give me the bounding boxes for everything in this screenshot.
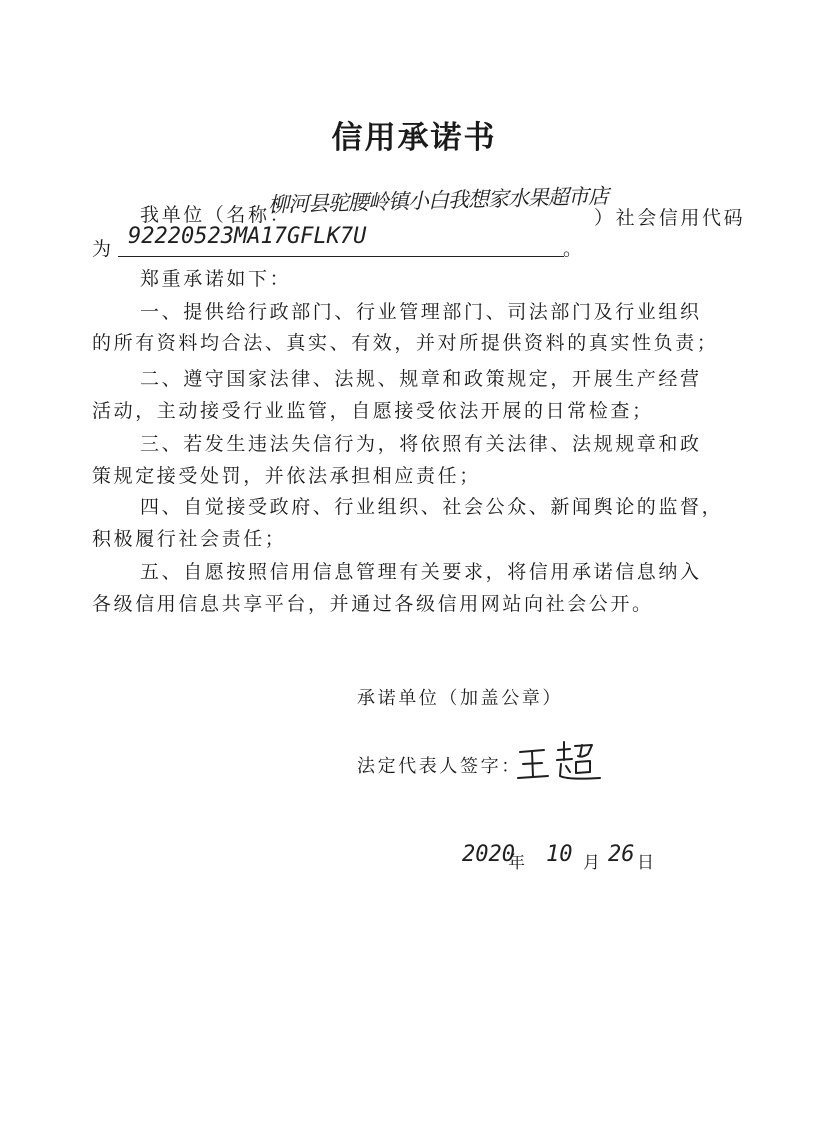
item-2-line-2: 活动，主动接受行业监管，自愿接受依法开展的日常检查； [92, 400, 654, 422]
intro-suffix: ）社会信用代码 [594, 207, 746, 229]
item-3-line-2: 策规定接受处罚，并依法承担相应责任； [92, 465, 481, 487]
item-1-line-1: 一、提供给行政部门、行业管理部门、司法部门及行业组织 [140, 301, 702, 323]
date-year-unit: 年 [508, 853, 528, 873]
code-suffix: 。 [563, 238, 585, 260]
seal-label: 承诺单位（加盖公章） [357, 688, 563, 709]
document-title: 信用承诺书 [331, 120, 497, 156]
date-month-unit: 月 [583, 853, 603, 873]
item-5-line-2: 各级信用信息共享平台，并通过各级信用网站向社会公开。 [92, 593, 654, 615]
company-name-handwritten: 柳河县驼腰岭镇小白我想家水果超市店 [267, 184, 609, 217]
signature-handwritten [508, 736, 608, 786]
item-5-line-1: 五、自愿按照信用信息管理有关要求，将信用承诺信息纳入 [140, 561, 702, 583]
code-prefix: 为 [92, 238, 114, 260]
item-4-line-1: 四、自觉接受政府、行业组织、社会公众、新闻舆论的监督， [140, 496, 724, 518]
date-year-handwritten: 2020 [462, 842, 515, 867]
item-2-line-1: 二、遵守国家法律、法规、规章和政策规定，开展生产经营 [140, 368, 702, 390]
date-day-unit: 日 [637, 853, 657, 873]
promise-intro: 郑重承诺如下： [140, 268, 292, 290]
item-3-line-1: 三、若发生违法失信行为，将依照有关法律、法规规章和政 [140, 433, 702, 455]
credit-code-underline [118, 256, 564, 257]
signature-label: 法定代表人签字： [357, 756, 522, 777]
item-1-line-2: 的所有资料均合法、真实、有效，并对所提供资料的真实性负责； [92, 332, 719, 354]
intro-prefix: 我单位（名称： [140, 204, 292, 226]
date-day-handwritten: 26 [608, 842, 635, 867]
item-4-line-2: 积极履行社会责任； [92, 528, 287, 550]
date-month-handwritten: 10 [546, 842, 573, 867]
credit-code-handwritten: 92220523MA17GFLK7U [128, 224, 367, 249]
